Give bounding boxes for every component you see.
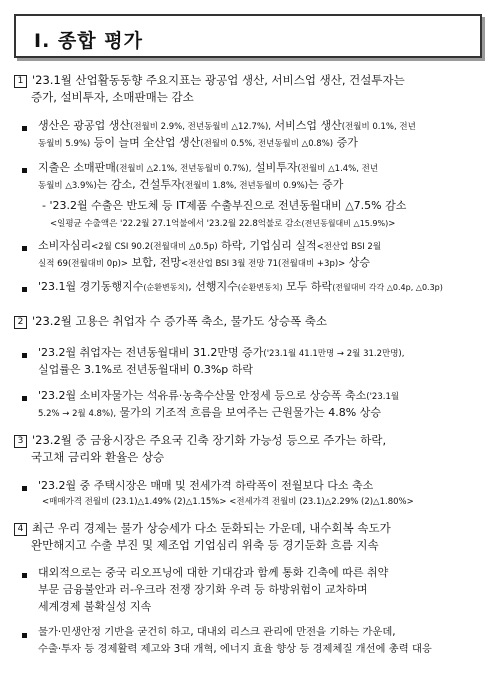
bullet-square-icon xyxy=(22,287,27,292)
section-2-line-1: '23.2월 고용은 취업자 수 증가폭 축소, 물가도 상승폭 축소 xyxy=(32,314,327,328)
s1-bullet-2-line-1: 지출은 소매판매(전월비 △2.1%, 전년동월비 0.7%), 설비투자(전월비 △1.4%, 전년 xyxy=(38,161,379,174)
bullet-square-icon xyxy=(22,633,27,638)
s4-bullet-1-line-3: 세계경제 불확실성 지속 xyxy=(38,600,152,613)
section-2-number: 2 xyxy=(14,316,27,329)
section-4-number: 4 xyxy=(14,523,27,536)
s4-bullet-2-line-1: 물가·민생안정 기반을 굳건히 하고, 대내외 리스크 관리에 만전을 기하는 가운데, xyxy=(38,626,396,638)
section-2-heading xyxy=(14,313,327,330)
s1-bullet-3-line-1: 소비자심리<2월 CSI 90.2(전월대비 △0.5p) 하락, 기업심리 실적<전산업 BSI 2월 xyxy=(38,239,382,252)
s2-bullet-1-line-2: 실업률은 3.1%로 전년동월대비 0.3%p 하락 xyxy=(38,363,253,376)
bullet-square-icon xyxy=(22,126,27,131)
section-3-heading xyxy=(14,432,386,449)
section-title: Ⅰ. 종합 평가 xyxy=(34,30,143,52)
s1-bullet-4: '23.1월 경기동행지수(순환변동치), 선행지수(순환변동치) 모두 하락(전월대비 각각 △0.4p, △0.3p) xyxy=(38,280,443,293)
s4-bullet-1-line-2: 부문 금융불안과 러-우크라 전쟁 장기화 우려 등 하방위험이 교차하며 xyxy=(38,583,368,596)
section-3-line-1: '23.2월 중 금융시장은 주요국 긴축 장기화 가능성 등으로 주가는 하락, xyxy=(32,433,387,447)
section-1-heading xyxy=(14,72,405,89)
section-title-box xyxy=(14,14,482,58)
section-1-line-2: 증가, 설비투자, 소매판매는 감소 xyxy=(31,90,194,104)
s1-bullet-1-line-1: 생산은 광공업 생산(전월비 2.9%, 전년동월비 △12.7%), 서비스업 생산(전월비 0.1%, 전년 xyxy=(38,119,416,132)
s1-bullet-1-line-2: 동월비 5.9%) 등이 늘며 全산업 생산(전월비 0.5%, 전년동월비 △0.8%) 증가 xyxy=(38,136,358,149)
s1-dash-1-note: <일평균 수출액은 '22.2월 27.1억불에서 '23.2월 22.8억불로 감소(전년동월대비 △15.9%)> xyxy=(50,219,396,229)
section-1-line-1: '23.1월 산업활동동향 주요지표는 광공업 생산, 서비스업 생산, 건설투자는 xyxy=(32,73,405,87)
bullet-square-icon xyxy=(22,486,27,491)
s3-bullet-1-line-2: <매매가격 전월비 (23.1)△1.49% (2)△1.15%> <전세가격 전월비 (23.1)△2.29% (2)△1.80%> xyxy=(42,497,414,507)
bullet-square-icon xyxy=(22,246,27,251)
section-1-number: 1 xyxy=(14,75,27,88)
bullet-square-icon xyxy=(22,396,27,401)
bullet-square-icon xyxy=(22,353,27,358)
s3-bullet-1-line-1: '23.2월 중 주택시장은 매매 및 전세가격 하락폭이 전월보다 다소 축소 xyxy=(38,479,374,492)
s4-bullet-2-line-2: 수출·투자 등 경제활력 제고와 3대 개혁, 에너지 효율 향상 등 경제체질 개선에 총력 대응 xyxy=(38,643,432,655)
s4-bullet-1-line-1: 대외적으로는 중국 리오프닝에 대한 기대감과 함께 통화 긴축에 따른 취약 xyxy=(38,566,389,579)
s2-bullet-2-line-1: '23.2월 소비자물가는 석유류·농축수산물 안정세 등으로 상승폭 축소('23.1월 xyxy=(38,389,400,402)
section-4-heading xyxy=(14,520,391,537)
s2-bullet-2-line-2: 5.2% → 2월 4.8%), 물가의 기조적 흐름을 보여주는 근원물가는 4.8% 상승 xyxy=(38,406,382,419)
s1-bullet-3-line-2: 실적 69(전월대비 0p)> 보합, 전망<전산업 BSI 3월 전망 71(전월대비 +3p)> 상승 xyxy=(38,256,371,269)
s1-bullet-2-line-2: 동월비 △3.9%)는 감소, 건설투자(전월비 1.8%, 전년동월비 0.9%)는 증가 xyxy=(38,178,344,191)
s1-dash-1: - '23.2월 수출은 반도체 등 IT제품 수출부진으로 전년동월대비 △7.5% 감소 xyxy=(42,199,407,212)
section-3-line-2: 국고채 금리와 환율은 상승 xyxy=(31,450,165,464)
section-4-line-2: 완만해지고 수출 부진 및 제조업 기업심리 위축 등 경기둔화 흐름 지속 xyxy=(31,538,379,552)
section-3-number: 3 xyxy=(14,435,27,448)
bullet-square-icon xyxy=(22,573,27,578)
bullet-square-icon xyxy=(22,168,27,173)
s2-bullet-1-line-1: '23.2월 취업자는 전년동월대비 31.2만명 증가('23.1월 41.1만명 → 2월 31.2만명), xyxy=(38,346,405,359)
section-4-line-1: 최근 우리 경제는 물가 상승세가 다소 둔화되는 가운데, 내수회복 속도가 xyxy=(32,521,391,535)
